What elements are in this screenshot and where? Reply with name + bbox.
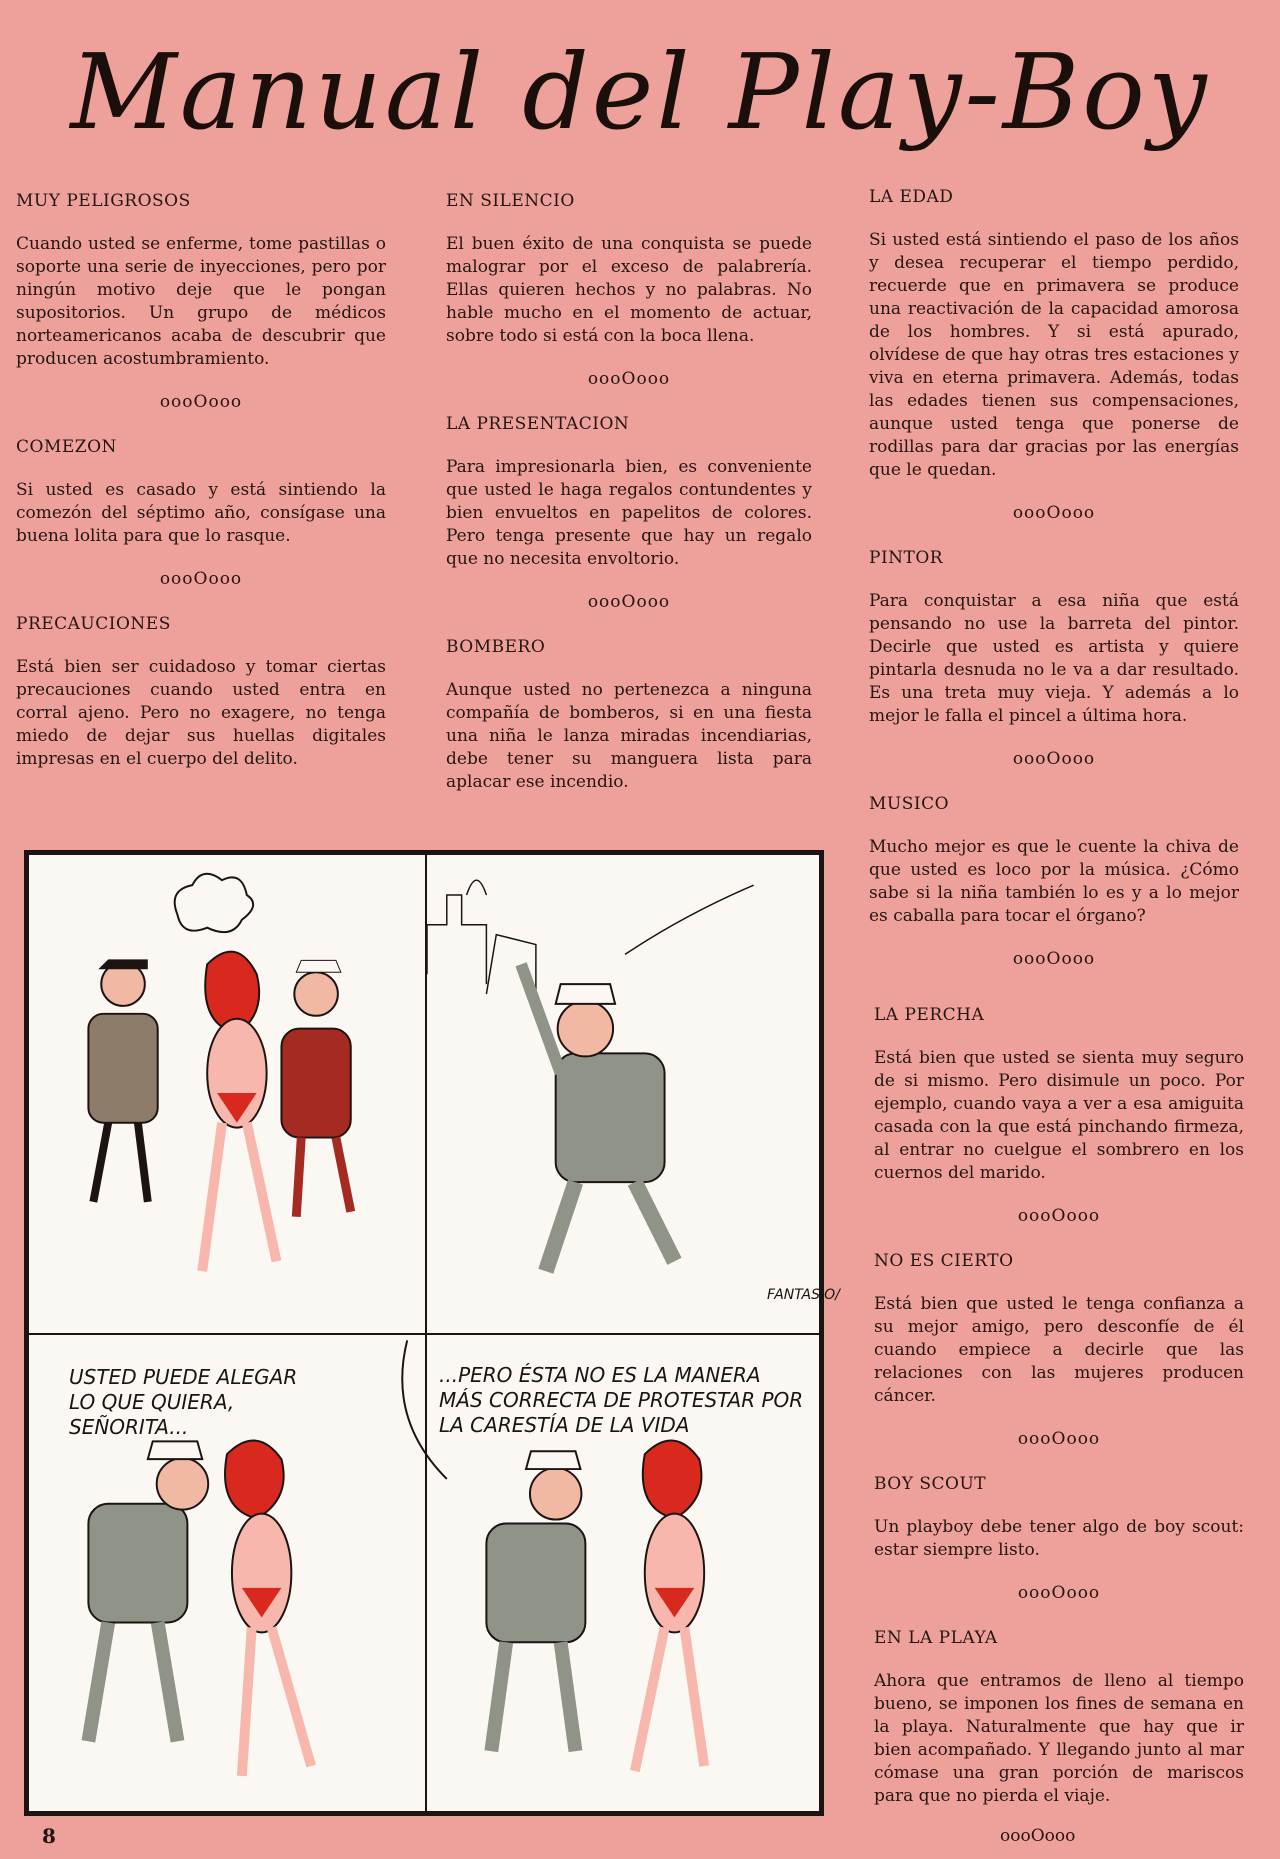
comic-panel-2: [425, 853, 840, 1335]
separator: oooOooo: [1012, 749, 1096, 769]
section-text: Si usted es casado y está sintiendo la comezón del séptimo año, consígase una buena lolita para que lo rasque.: [16, 480, 386, 546]
separator: oooOooo: [587, 369, 671, 389]
cartoon-illustration: [29, 855, 425, 1333]
section-precauciones: [16, 613, 386, 771]
separator: oooOooo: [159, 569, 243, 589]
section-bombero: [446, 636, 812, 794]
separator: oooOooo: [1000, 1826, 1076, 1846]
speech-balloon: ...PERO ÉSTA NO ES LA MANERA MÁS CORRECTA DE PROTESTAR POR LA CARESTÍA DE LA VIDA: [439, 1363, 804, 1437]
separator: oooOooo: [159, 392, 243, 412]
comic-panel-3: [27, 1333, 427, 1813]
section-heading: LA EDAD: [869, 187, 954, 207]
section-heading: NO ES CIERTO: [874, 1251, 1014, 1271]
section-text: Si usted está sintiendo el paso de los años y desea recuperar el tiempo perdido, recuerde que en primavera se produce una reactivación de la capacidad amorosa de los hombres. Y si está apurado, olvídese de que hay otras tres estaciones y viva en eterna primavera. Además, todas las edades tienen sus compensaciones, aunque usted tenga que ponerse de rodillas para dar gracias por las energías que le quedan.: [869, 230, 1239, 480]
section-text: Está bien que usted le tenga confianza a su mejor amigo, pero desconfíe de él cuando empiece a decirle que las relaciones con las mujeres producen cáncer.: [874, 1294, 1244, 1406]
separator: oooOooo: [1012, 949, 1096, 969]
page-number: 8: [42, 1824, 56, 1848]
speech-balloon: USTED PUEDE ALEGAR LO QUE QUIERA, SEÑORITA...: [69, 1365, 298, 1439]
section-la-percha: [874, 1004, 1244, 1185]
artist-signature: FANTASIO/: [767, 1287, 840, 1303]
section-heading: MUY PELIGROSOS: [16, 191, 191, 211]
section-heading: PRECAUCIONES: [16, 614, 171, 634]
section-heading: EN SILENCIO: [446, 191, 575, 211]
text-column-1: [16, 190, 386, 771]
section-text: El buen éxito de una conquista se puede malograr por el exceso de palabrería. Ellas quieren hechos y no palabras. No hable mucho en el momento de actuar, sobre todo si está con la boca llena.: [446, 234, 812, 346]
separator: oooOooo: [587, 592, 671, 612]
section-heading: PINTOR: [869, 548, 944, 568]
section-text: Un playboy debe tener algo de boy scout: estar siempre listo.: [874, 1517, 1244, 1560]
page-title: Manual del Play-Boy: [70, 31, 1210, 153]
separator: oooOooo: [1017, 1206, 1101, 1226]
section-pintor: [869, 547, 1239, 728]
section-heading: BOMBERO: [446, 637, 546, 657]
section-heading: EN LA PLAYA: [874, 1628, 998, 1648]
section-text: Aunque usted no pertenezca a ninguna compañía de bomberos, si en una fiesta una niña le lanza miradas incendiarias, debe tener su manguera lista para aplacar ese incendio.: [446, 680, 812, 792]
section-text: Ahora que entramos de lleno al tiempo bueno, se imponen los fines de semana en la playa. Naturalmente que hay que ir bien acompañado. Y llegando junto al mar cómase una gran porción de mariscos para que no pierda el viaje.: [874, 1671, 1244, 1806]
section-text: Para impresionarla bien, es conveniente que usted le haga regalos contundentes y bien envueltos en papelitos de colores. Pero tenga presente que hay un regalo que no necesita envoltorio.: [446, 457, 812, 569]
separator: oooOooo: [1017, 1429, 1101, 1449]
section-heading: LA PERCHA: [874, 1005, 985, 1025]
comic-panel-1: [27, 853, 427, 1335]
cartoon-illustration: [427, 855, 819, 1333]
text-column-3-lower: [874, 1004, 1244, 1808]
section-comezon: [16, 436, 386, 548]
comic-strip: [24, 850, 840, 1816]
section-heading: LA PRESENTACION: [446, 414, 630, 434]
section-heading: MUSICO: [869, 794, 950, 814]
separator: oooOooo: [1012, 503, 1096, 523]
section-text: Está bien que usted se sienta muy seguro de si mismo. Pero disimule un poco. Por ejemplo, cuando vaya a ver a esa amiguita casada con la que está pinchando firmeza, al entrar no cuelgue el sombrero en los cuernos del marido.: [874, 1048, 1244, 1183]
section-en-silencio: [446, 190, 812, 348]
section-la-edad: [869, 186, 1239, 482]
section-text: Mucho mejor es que le cuente la chiva de que usted es loco por la música. ¿Cómo sabe si la niña también lo es y a lo mejor es caballa para tocar el órgano?: [869, 837, 1239, 926]
separator: oooOooo: [1017, 1583, 1101, 1603]
section-no-es-cierto: [874, 1250, 1244, 1408]
section-heading: BOY SCOUT: [874, 1474, 987, 1494]
section-boy-scout: [874, 1473, 1244, 1562]
section-text: Cuando usted se enferme, tome pastillas o soporte una serie de inyecciones, pero por ningún motivo deje que le pongan supositorios. Un grupo de médicos norteamericanos acaba de descubrir que producen acostumbramiento.: [16, 234, 386, 369]
section-musico: [869, 793, 1239, 928]
text-column-2: [446, 190, 812, 794]
text-column-3: [869, 186, 1239, 993]
section-muy-peligrosos: [16, 190, 386, 371]
section-heading: COMEZON: [16, 437, 117, 457]
section-text: Para conquistar a esa niña que está pensando no use la barreta del pintor. Decirle que usted es artista y quiere pintarla desnuda no le va a dar resultado. Es una treta muy vieja. Y además a lo mejor le falla el pincel a última hora.: [869, 591, 1239, 726]
section-en-la-playa: [874, 1627, 1244, 1808]
section-text: Está bien ser cuidadoso y tomar ciertas precauciones cuando usted entra en corral ajeno. Pero no exagere, no tenga miedo de dejar sus huellas digitales impresas en el cuerpo del delito.: [16, 657, 386, 769]
section-la-presentacion: [446, 413, 812, 571]
comic-panel-4: [425, 1333, 821, 1813]
